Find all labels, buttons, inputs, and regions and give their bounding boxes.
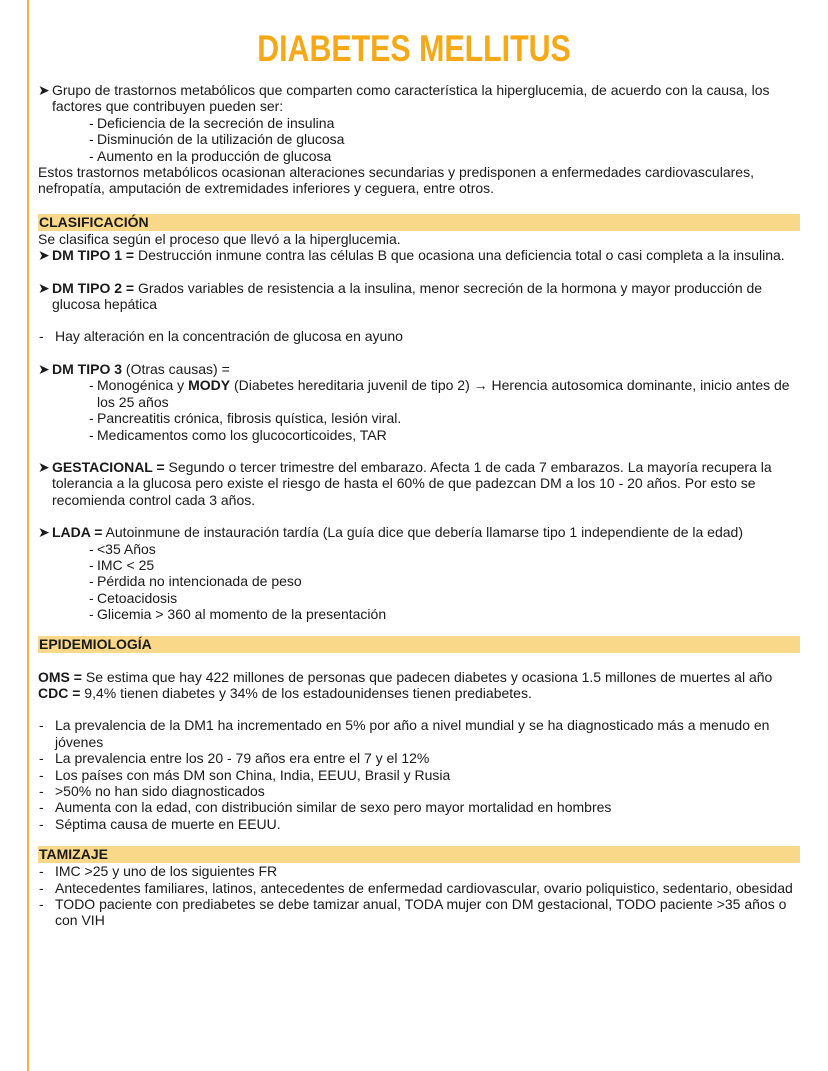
dm-tipo-2: ➤ DM TIPO 2 = Grados variables de resistencia a la insulina, menor secreción de la hormona y mayor producción de glucosa hepática (38, 279, 763, 313)
intro-lead: Grupo de trastornos metabólicos que comparten como característica la hiperglucemia, de acuerdo con la causa, los factores que contribuyen pueden ser: (52, 82, 770, 115)
list-item: - Pancreatitis crónica, fibrosis quística, lesión viral. (89, 410, 402, 427)
arrow-bullet-icon: ➤ (38, 458, 50, 475)
gestacional: ➤ GESTACIONAL = Segundo o tercer trimestre del embarazo. Afecta 1 de cada 7 embarazos. La mayoría recupera la tolerancia a la glucosa pero existe el riesgo de hasta el 60% de que padezcan DM a los 10 - 20 años. Por esto se recomienda control cada 3 años. (38, 458, 772, 508)
list-item: - Deficiencia de la secreción de insulina (89, 114, 335, 131)
dm-tipo-3: ➤ DM TIPO 3 (Otras causas) = (38, 360, 230, 377)
list-item: - Los países con más DM son China, India, EEUU, Brasil y Rusia (39, 766, 451, 783)
clasificacion-lead: Se clasifica según el proceso que llevó a la hiperglucemia. (38, 230, 401, 247)
list-item: - Aumento en la producción de glucosa (89, 147, 332, 164)
lada: ➤ LADA = Autoinmune de instauración tardía (La guía dice que debería llamarse tipo 1 independiente de la edad) (38, 524, 743, 541)
list-item: - Séptima causa de muerte en EEUU. (39, 815, 281, 832)
intro-after: Estos trastornos metabólicos ocasionan alteraciones secundarias y predisponen a enfermedades cardiovasculares, nefropatía, amputación de extremidades inferiores y ceguera, entre otros. (38, 164, 754, 197)
arrow-bullet-icon: ➤ (38, 82, 50, 98)
list-item: - Disminución de la utilización de glucosa (89, 131, 345, 148)
list-item: - >50% no han sido diagnosticados (39, 783, 265, 799)
section-heading-clasificacion: CLASIFICACIÓN (38, 214, 800, 231)
list-item: - Antecedentes familiares, latinos, antecedentes de enfermedad cardiovascular, ovario poliquistico, sedentario, obesidad (39, 879, 793, 896)
list-item: - La prevalencia entre los 20 - 79 años era entre el 7 y el 12% (39, 750, 430, 767)
section-heading-epidemiologia: EPIDEMIOLOGÍA (38, 636, 800, 653)
list-item: - Monogénica y MODY (Diabetes hereditaria juvenil de tipo 2) → Herencia autosomica dominante, inicio antes de los 25 años (89, 377, 790, 410)
list-item: - <35 Años (89, 540, 156, 557)
arrow-bullet-icon: ➤ (38, 360, 50, 377)
dm-tipo-1: ➤ DM TIPO 1 = Destrucción inmune contra las células B que ocasiona una deficiencia total o casi completa a la insulina. (38, 247, 785, 264)
list-item: - Aumenta con la edad, con distribución similar de sexo pero mayor mortalidad en hombres (39, 799, 612, 816)
list-item: - La prevalencia de la DM1 ha incrementado en 5% por año a nivel mundial y se ha diagnosticado más a menudo en jóvenes (39, 717, 770, 750)
oms-stat: OMS = Se estima que hay 422 millones de personas que padecen diabetes y ocasiona 1.5 millones de muertes al año (38, 668, 773, 685)
section-heading-tamizaje: TAMIZAJE (38, 846, 800, 863)
list-item: - TODO paciente con prediabetes se debe tamizar anual, TODA mujer con DM gestacional, TODO paciente >35 años o con VIH (39, 896, 787, 929)
dm-tipo-2-note: - Hay alteración en la concentración de glucosa en ayuno (39, 328, 403, 345)
arrow-bullet-icon: ➤ (38, 279, 50, 296)
cdc-stat: CDC = 9,4% tienen diabetes y 34% de los estadounidenses tienen prediabetes. (38, 684, 532, 701)
document-body (38, 82, 800, 929)
intro-bullet (38, 82, 800, 115)
arrow-bullet-icon: ➤ (38, 247, 50, 264)
list-item: - IMC < 25 (89, 556, 155, 573)
page-title: DIABETES MELLITUS (257, 28, 571, 69)
list-item: - Medicamentos como los glucocorticoides, TAR (89, 426, 387, 443)
left-margin-rule (27, 0, 29, 1071)
list-item: - IMC >25 y uno de los siguientes FR (39, 863, 278, 880)
list-item: - Cetoacidosis (89, 589, 178, 606)
arrow-bullet-icon: ➤ (38, 524, 50, 541)
list-item: - Glicemia > 360 al momento de la presentación (89, 606, 387, 623)
list-item: - Pérdida no intencionada de peso (89, 573, 302, 590)
